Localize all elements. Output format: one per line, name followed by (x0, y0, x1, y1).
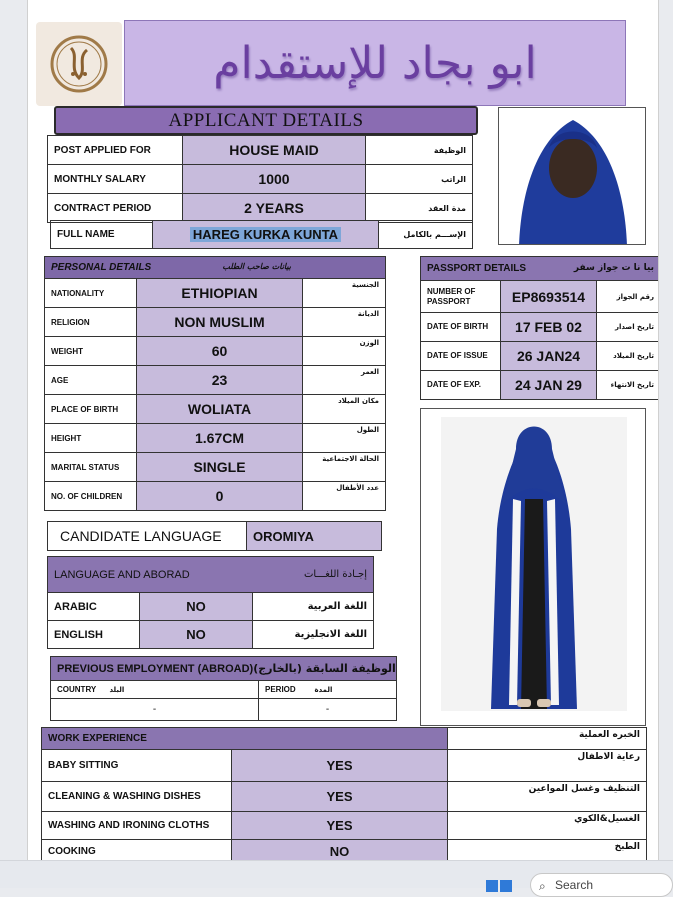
work-row-value: YES (232, 782, 448, 812)
language-row-value: NO (140, 593, 253, 621)
work-row-arabic: الطبخ (448, 840, 647, 861)
personal-row-value: NON MUSLIM (137, 308, 303, 337)
full-name-value: HAREG KURKA KUNTA (190, 227, 341, 242)
country-value: - (51, 699, 259, 721)
personal-row (45, 482, 386, 511)
language-row (48, 593, 374, 621)
passport-row-label: DATE OF EXP. (421, 371, 501, 400)
candidate-language-label: CANDIDATE LANGUAGE (48, 522, 247, 551)
passport-details-heading: PASSPORT DETAILS (427, 263, 527, 274)
work-experience-arabic: الخبره العملية (448, 728, 647, 750)
personal-row-value: 23 (137, 366, 303, 395)
personal-row-arabic: العمر (303, 366, 386, 395)
passport-row-value: 26 JAN24 (501, 342, 597, 371)
taskbar (0, 860, 673, 893)
personal-row (45, 279, 386, 308)
passport-row (421, 371, 660, 400)
language-row (48, 621, 374, 649)
language-abroad-heading: LANGUAGE AND ABORAD (54, 568, 190, 581)
logo-emblem-icon (49, 34, 109, 94)
personal-row (45, 308, 386, 337)
monthly-salary-value: 1000 (183, 165, 366, 194)
personal-row-arabic: الديانة (303, 308, 386, 337)
post-applied-arabic: الوظيفة (366, 136, 473, 165)
personal-row-label: PLACE OF BIRTH (45, 395, 137, 424)
language-row-value: NO (140, 621, 253, 649)
post-applied-value: HOUSE MAID (183, 136, 366, 165)
agency-title-banner (124, 20, 626, 106)
passport-row-value: EP8693514 (501, 281, 597, 313)
candidate-language-value: OROMIYA (247, 522, 382, 551)
search-placeholder: Search (555, 878, 594, 892)
personal-row-label: NATIONALITY (45, 279, 137, 308)
work-row (42, 840, 647, 861)
passport-row-label: NUMBER OF PASSPORT (421, 281, 501, 313)
personal-details-rows (44, 278, 386, 511)
personal-row-arabic: الجنسية (303, 279, 386, 308)
passport-details-arabic: بيا نا ت جواز سفر (573, 263, 654, 273)
personal-row (45, 337, 386, 366)
applicant-details-heading: APPLICANT DETAILS (54, 106, 478, 135)
taskbar-search-box[interactable] (530, 873, 673, 897)
personal-row-value: 0 (137, 482, 303, 511)
passport-row-arabic: تاريخ الميلاد (597, 342, 660, 371)
personal-row (45, 453, 386, 482)
personal-row-value: WOLIATA (137, 395, 303, 424)
personal-details-arabic: بيانات صاحب الطلب (222, 262, 291, 271)
work-row-label: CLEANING & WASHING DISHES (42, 782, 232, 812)
personal-row-arabic: الوزن (303, 337, 386, 366)
country-arabic: البلد (104, 681, 259, 699)
personal-row-arabic: الطول (303, 424, 386, 453)
period-value: - (259, 699, 397, 721)
post-applied-label: POST APPLIED FOR (48, 136, 183, 165)
previous-employment-heading: PREVIOUS EMPLOYMENT (ABROAD) (57, 663, 254, 675)
language-row-arabic: اللغة الانجليزية (253, 621, 374, 649)
personal-row (45, 424, 386, 453)
monthly-salary-arabic: الراتب (366, 165, 473, 194)
passport-row-arabic: تاريخ الانتهاء (597, 371, 660, 400)
language-abroad-table (47, 556, 374, 649)
work-row-arabic: الغسيل&الكوي (448, 812, 647, 840)
passport-row-value: 17 FEB 02 (501, 313, 597, 342)
work-row-arabic: رعاية الاطفال (448, 750, 647, 782)
passport-row (421, 281, 660, 313)
personal-row-value: ETHIOPIAN (137, 279, 303, 308)
post-details-table (47, 135, 473, 223)
passport-row-arabic: تاريخ اصدار (597, 313, 660, 342)
work-experience-table (41, 727, 647, 860)
personal-row-value: 1.67CM (137, 424, 303, 453)
passport-row-label: DATE OF BIRTH (421, 313, 501, 342)
application-sheet (27, 0, 659, 860)
work-row (42, 750, 647, 782)
work-row-value: YES (232, 812, 448, 840)
personal-row-label: AGE (45, 366, 137, 395)
contract-period-value: 2 YEARS (183, 194, 366, 223)
applicant-full-body-photo (420, 408, 646, 726)
work-row (42, 812, 647, 840)
language-row-arabic: اللغة العربية (253, 593, 374, 621)
agency-name: ابو بجاد للإستقدام (213, 37, 537, 89)
personal-details-table (44, 256, 386, 279)
work-row-label: COOKING (42, 840, 232, 861)
personal-row-label: MARITAL STATUS (45, 453, 137, 482)
work-row-arabic: التنظيف وغسل المواعين (448, 782, 647, 812)
period-arabic: المدة (309, 681, 397, 699)
contract-period-arabic: مدة العقد (366, 194, 473, 223)
language-row-label: ENGLISH (48, 621, 140, 649)
passport-details-table (420, 256, 659, 400)
applicant-portrait-photo (498, 107, 646, 245)
previous-employment-table (50, 656, 397, 721)
work-row-label: BABY SITTING (42, 750, 232, 782)
period-label: PERIOD (259, 681, 309, 699)
previous-employment-arabic: (الوظيفة السابقة (بالخارج (253, 662, 396, 675)
personal-row-label: HEIGHT (45, 424, 137, 453)
passport-row-arabic: رقم الجواز (597, 281, 660, 313)
personal-row-arabic: عدد الأطفال (303, 482, 386, 511)
work-row-label: WASHING AND IRONING CLOTHS (42, 812, 232, 840)
passport-row-label: DATE OF ISSUE (421, 342, 501, 371)
personal-row-label: NO. OF CHILDREN (45, 482, 137, 511)
full-name-table (50, 220, 473, 249)
personal-row (45, 366, 386, 395)
passport-row (421, 342, 660, 371)
personal-row (45, 395, 386, 424)
personal-row-arabic: مكان الميلاد (303, 395, 386, 424)
full-name-arabic: الإســـم بالكامل (379, 221, 473, 249)
personal-row-value: 60 (137, 337, 303, 366)
work-row (42, 782, 647, 812)
contract-period-label: CONTRACT PERIOD (48, 194, 183, 223)
personal-row-label: RELIGION (45, 308, 137, 337)
country-label: COUNTRY (51, 681, 104, 699)
passport-row (421, 313, 660, 342)
personal-row-arabic: الحالة الاجتماعية (303, 453, 386, 482)
passport-row-value: 24 JAN 29 (501, 371, 597, 400)
personal-details-heading: PERSONAL DETAILS (51, 262, 152, 273)
search-icon: ⌕ (539, 879, 546, 893)
candidate-language-table (47, 521, 382, 551)
personal-row-value: SINGLE (137, 453, 303, 482)
language-row-label: ARABIC (48, 593, 140, 621)
windows-start-icon[interactable] (486, 878, 512, 892)
monthly-salary-label: MONTHLY SALARY (48, 165, 183, 194)
language-abroad-arabic: إجـادة اللغـــات (303, 568, 368, 580)
work-row-value: NO (232, 840, 448, 861)
work-experience-heading: WORK EXPERIENCE (42, 728, 232, 750)
work-row-value: YES (232, 750, 448, 782)
agency-logo (36, 22, 122, 106)
full-name-label: FULL NAME (51, 221, 153, 249)
personal-row-label: WEIGHT (45, 337, 137, 366)
